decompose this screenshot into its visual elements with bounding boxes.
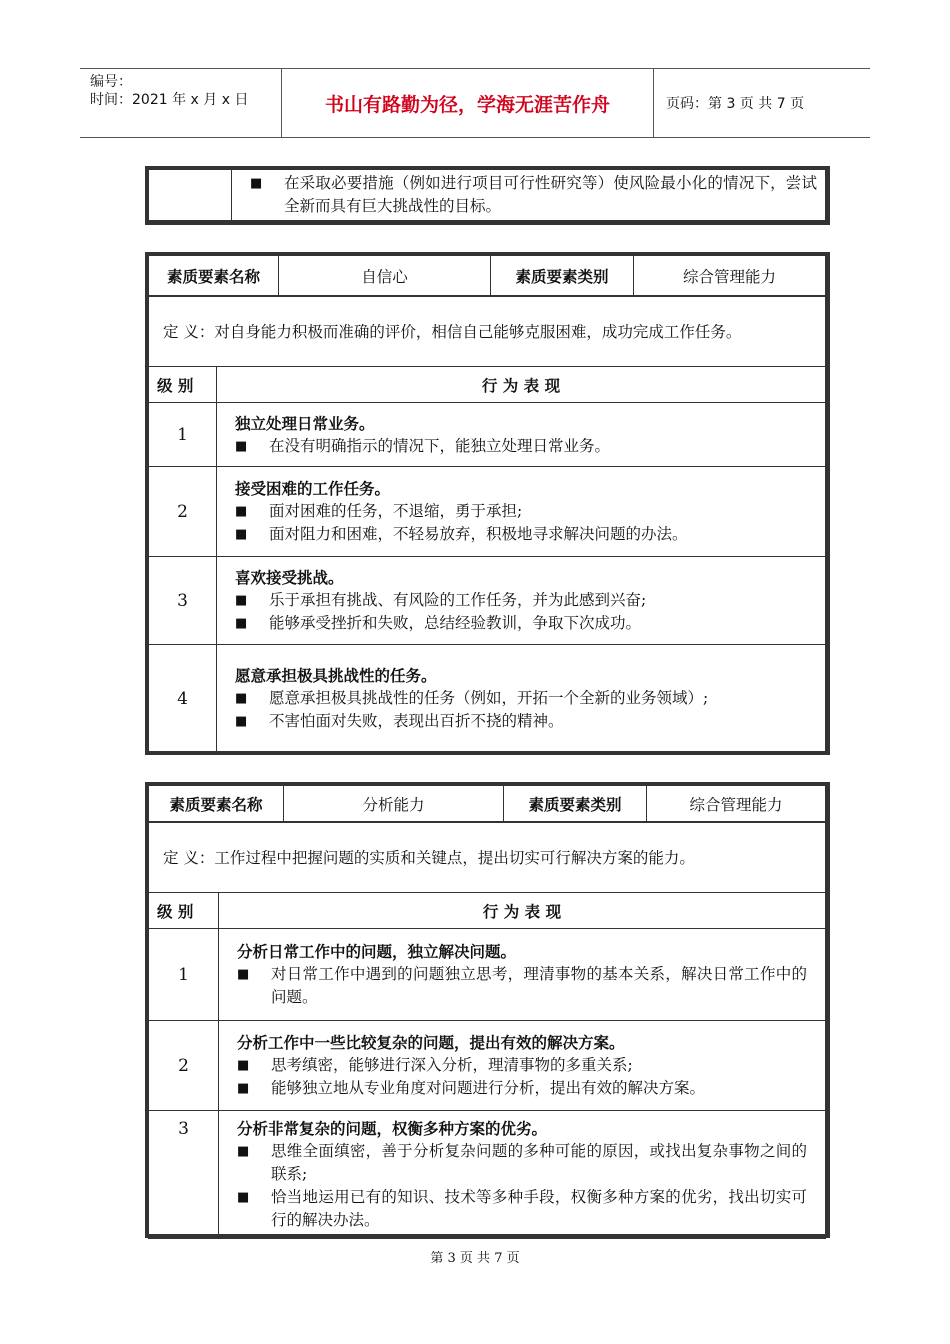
category-label: 素质要素类别 [491,256,634,296]
name-label: 素质要素名称 [149,256,279,296]
name-value: 分析能力 [284,786,504,822]
level-header: 级 别 [149,367,217,403]
bullet-icon: ■ [237,1190,250,1205]
behavior-cell [219,929,826,1021]
table-row [149,403,826,467]
bullet-text: 能够承受挫折和失败，总结经验教训，争取下次成功。 [269,614,642,632]
definition: 定 义：工作过程中把握问题的实质和关键点，提出切实可行解决方案的能力。 [149,823,826,893]
level-number: 1 [149,929,219,1021]
competency-table-confidence [145,252,830,755]
header-motto: 书山有路勤为径，学海无涯苦作舟 [282,69,654,137]
level-title: 分析日常工作中的问题，独立解决问题。 [237,942,517,961]
list-item [235,589,807,612]
time-label: 时间：2021 年 x 月 x 日 [90,92,249,108]
table-row [149,645,826,753]
list-item [237,1140,807,1186]
bullet-text: 思考缜密，能够进行深入分析，理清事物的多重关系; [271,1056,633,1074]
behavior-cell [219,1021,826,1111]
category-value: 综合管理能力 [647,786,826,822]
continued-table [145,166,830,225]
continued-behavior-cell [232,170,826,221]
level-header: 级 别 [149,893,219,929]
category-value: 综合管理能力 [634,256,826,296]
level-title: 独立处理日常业务。 [235,413,375,433]
name-label: 素质要素名称 [149,786,284,822]
behavior-cell [217,467,826,557]
list-item [235,500,807,523]
table-row [149,929,826,1021]
list-item [235,612,807,635]
bullet-text: 愿意承担极具挑战性的任务（例如，开拓一个全新的业务领域）; [269,689,709,707]
bullet-icon: ■ [235,714,248,729]
behavior-header: 行 为 表 现 [219,893,826,929]
table-row [149,1111,826,1239]
definition: 定 义：对自身能力积极而准确的评价，相信自己能够克服困难，成功完成工作任务。 [149,297,826,367]
table-row [149,467,826,557]
bullet-icon: ■ [237,1058,250,1073]
behavior-header: 行 为 表 现 [217,367,826,403]
header-meta [80,69,282,137]
list-item [235,710,807,733]
table-row [149,557,826,645]
level-title: 愿意承担极具挑战性的任务。 [235,666,437,685]
bullet-text: 能够独立地从专业角度对问题进行分析，提出有效的解决方案。 [271,1079,706,1097]
list-item [235,435,807,458]
level-number: 4 [149,645,217,753]
level-number: 2 [149,1021,219,1111]
behavior-cell [217,645,826,753]
behavior-cell [217,557,826,645]
category-label: 素质要素类别 [504,786,647,822]
bullet-text: 恰当地运用已有的知识、技术等多种手段，权衡多种方案的优劣，找出切实可行的解决办法。 [271,1188,807,1229]
bullet-icon: ■ [250,176,263,191]
bullet-icon: ■ [235,616,248,631]
list-item [250,172,817,218]
page-footer: 第 3 页 共 7 页 [430,1251,520,1266]
number-label: 编号： [90,74,132,90]
bullet-text: 在采取必要措施（例如进行项目可行性研究等）使风险最小化的情况下，尝试全新而具有巨大挑战性的目标。 [284,174,817,215]
bullet-text: 在没有明确指示的情况下，能独立处理日常业务。 [269,436,611,455]
list-item [237,1186,807,1232]
bullet-icon: ■ [237,1144,250,1159]
level-number: 2 [149,467,217,557]
level-title: 分析非常复杂的问题，权衡多种方案的优劣。 [237,1119,548,1138]
behavior-cell [219,1111,826,1239]
table-row [149,1021,826,1111]
level-title: 分析工作中一些比较复杂的问题，提出有效的解决方案。 [237,1033,625,1052]
bullet-icon: ■ [235,593,248,608]
competency-table-analysis [145,782,830,1238]
bullet-icon: ■ [235,438,248,454]
header-page-label: 页码：第 3 页 共 7 页 [666,96,805,112]
list-item [237,1077,807,1100]
continued-level-cell [149,170,232,221]
bullet-text: 面对困难的任务，不退缩，勇于承担; [269,502,523,520]
level-title: 喜欢接受挑战。 [235,568,344,587]
level-number: 1 [149,403,217,467]
list-item [237,963,807,1009]
bullet-icon: ■ [237,1081,250,1096]
bullet-text: 思维全面缜密，善于分析复杂问题的多种可能的原因，或找出复杂事物之间的联系; [271,1142,807,1183]
bullet-text: 不害怕面对失败，表现出百折不挠的精神。 [269,712,564,730]
name-value: 自信心 [279,256,491,296]
bullet-icon: ■ [235,527,248,542]
bullet-text: 面对阻力和困难，不轻易放弃，积极地寻求解决问题的办法。 [269,525,688,543]
level-number: 3 [149,1111,219,1239]
list-item [235,523,807,546]
list-item [237,1054,807,1077]
bullet-text: 乐于承担有挑战、有风险的工作任务，并为此感到兴奋; [269,591,647,609]
bullet-icon: ■ [237,967,250,982]
bullet-icon: ■ [235,691,248,706]
behavior-cell [217,403,826,467]
bullet-text: 对日常工作中遇到的问题独立思考，理清事物的基本关系，解决日常工作中的问题。 [271,965,807,1006]
level-title: 接受困难的工作任务。 [235,479,391,498]
page-header [80,68,870,138]
bullet-icon: ■ [235,504,248,519]
level-number: 3 [149,557,217,645]
list-item [235,687,807,710]
